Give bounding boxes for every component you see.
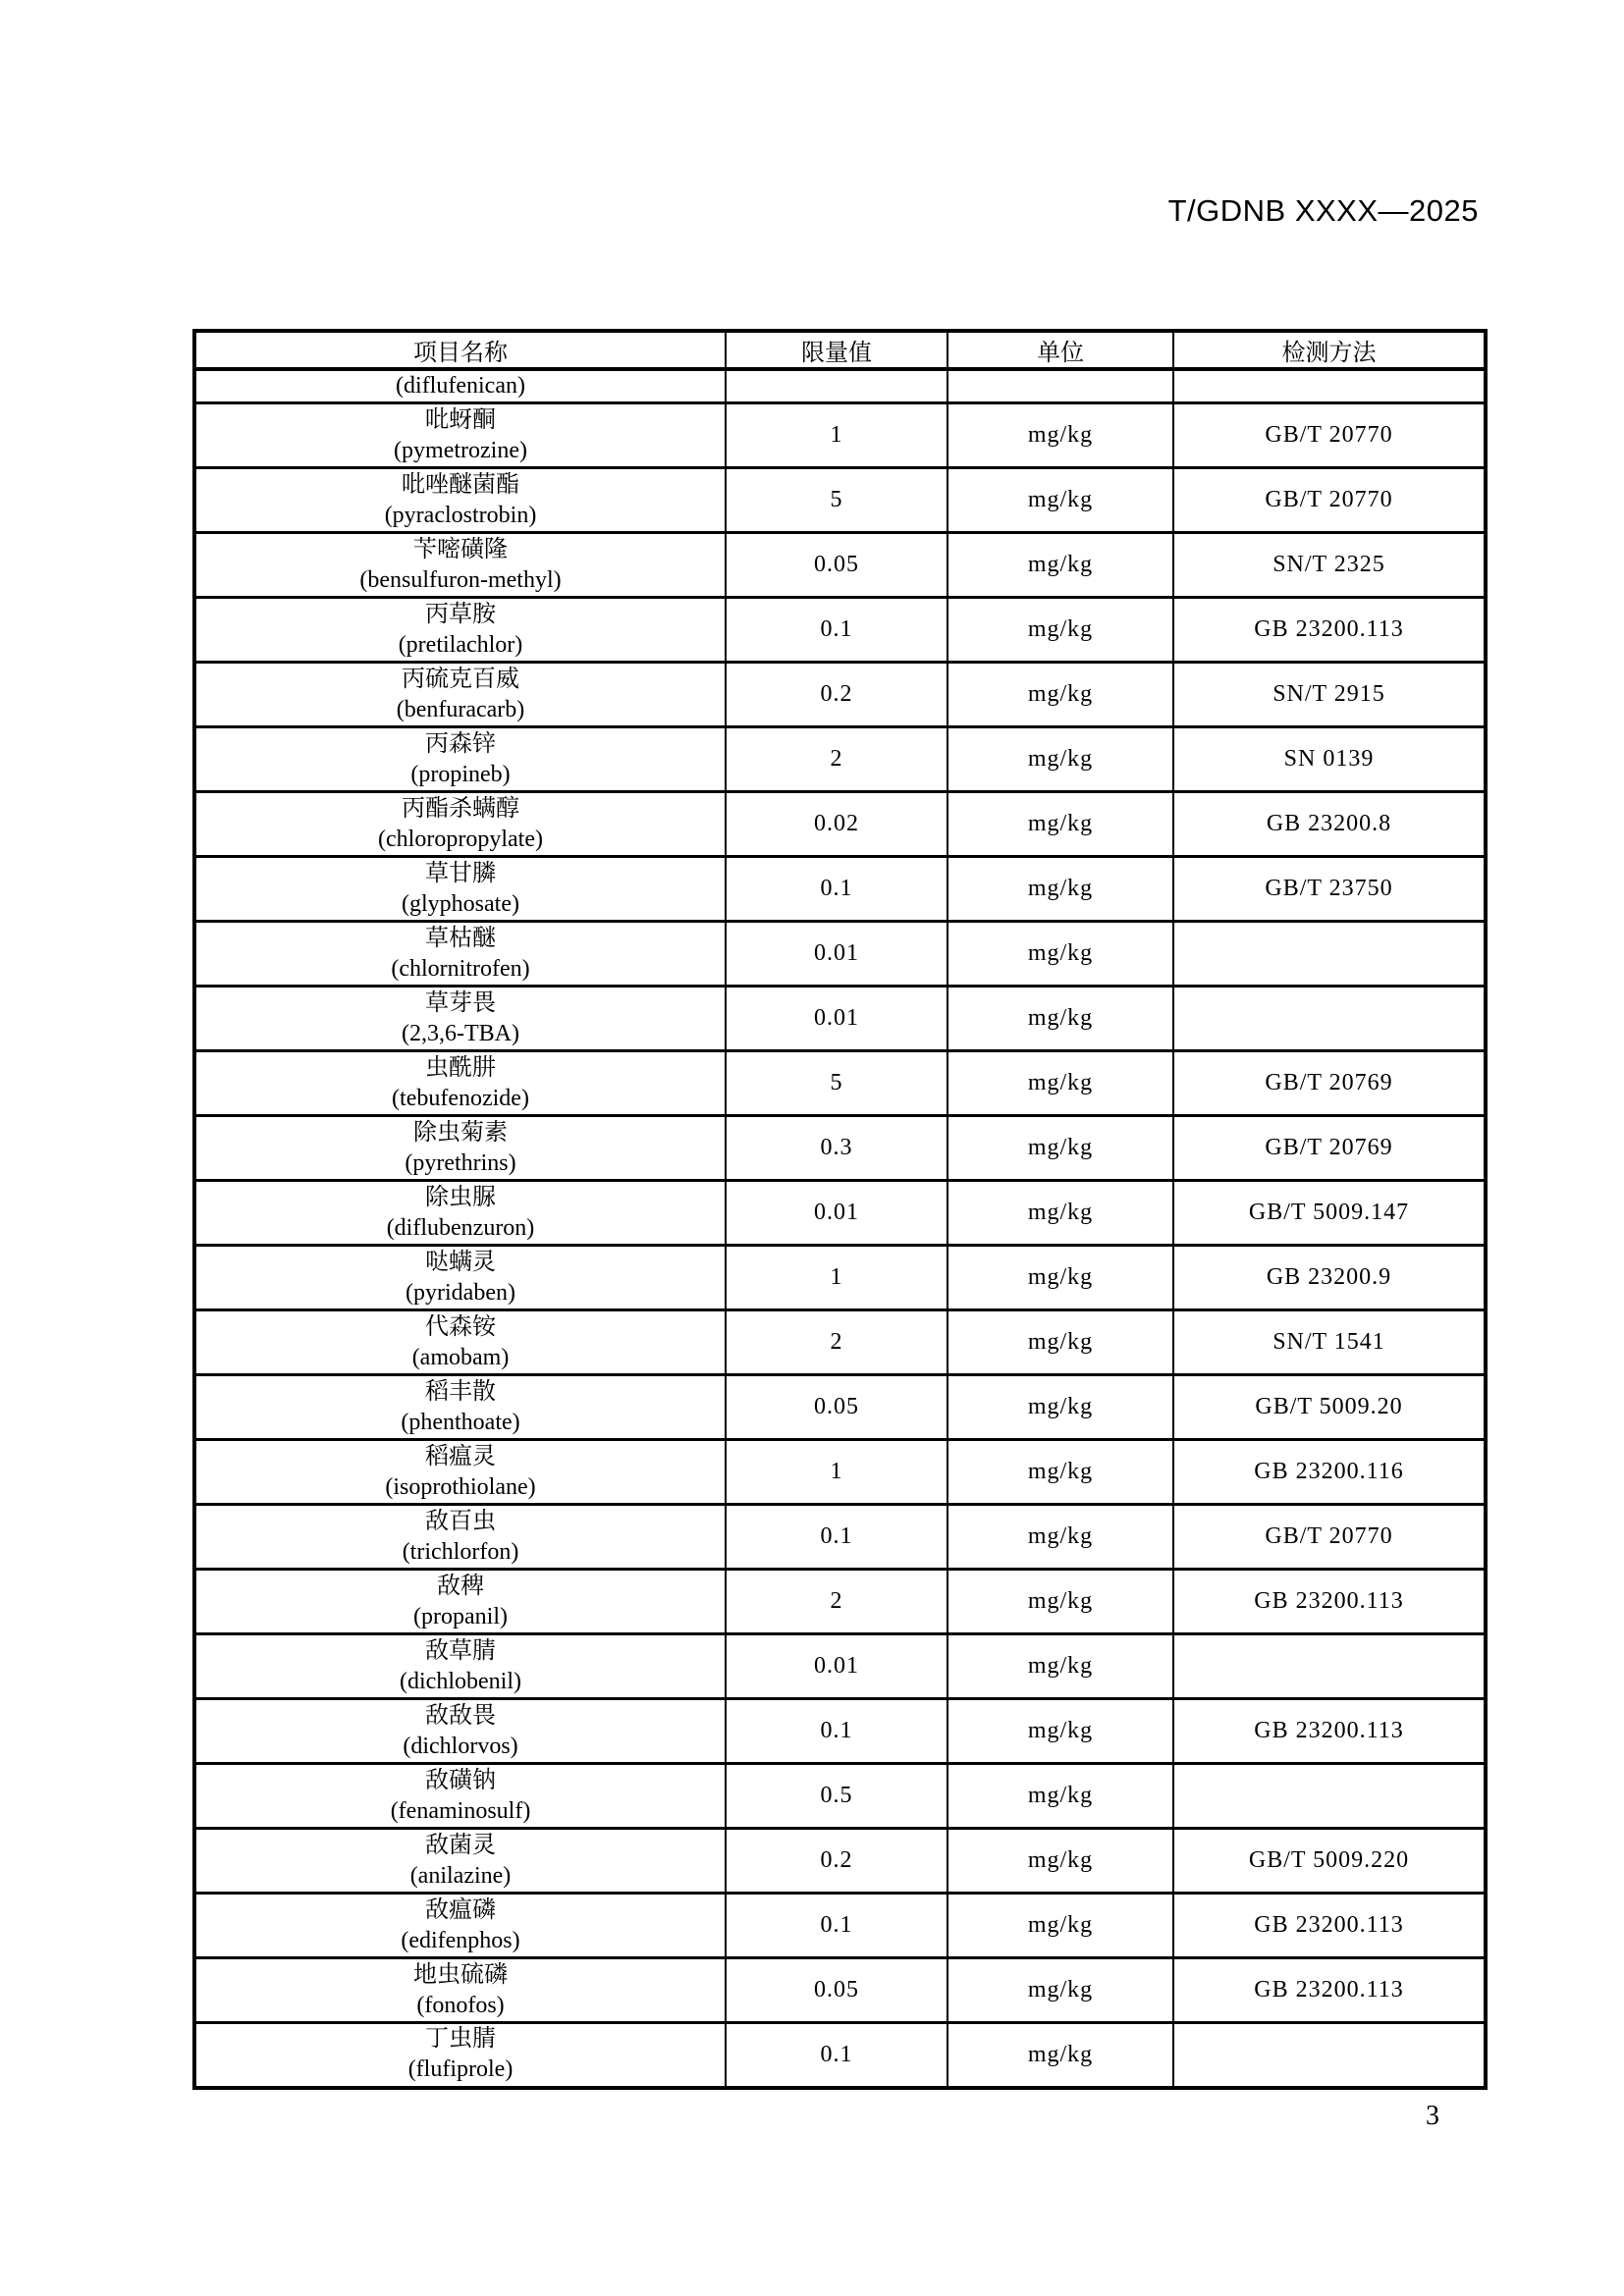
limit-value-cell: 1 [726,403,947,468]
item-name-en: (benfuracarb) [396,696,525,722]
item-name-cn: 吡蚜酮 [425,406,496,433]
item-name-cn: 除虫脲 [425,1184,496,1210]
item-name-en: (bensulfuron-methyl) [359,566,562,593]
unit-cell: mg/kg [947,987,1173,1051]
unit-cell [947,369,1173,403]
item-name-cn: 草枯醚 [425,925,496,951]
unit-cell: mg/kg [947,1634,1173,1699]
item-name-en: (pyraclostrobin) [384,502,537,528]
method-cell [1173,1764,1486,1829]
item-name-cell [194,2023,726,2088]
table-header-row [194,331,1486,369]
unit-cell: mg/kg [947,1051,1173,1116]
item-name-cell [194,792,726,857]
method-cell: GB 23200.9 [1173,1246,1486,1310]
item-name-en: (pretilachlor) [398,631,523,658]
item-name-en: (glyphosate) [402,890,519,917]
item-name-en: (fenaminosulf) [390,1797,531,1824]
method-cell: GB 23200.113 [1173,1894,1486,1958]
limit-value-cell [726,369,947,403]
unit-cell: mg/kg [947,922,1173,987]
item-name-cn: 敌磺钠 [425,1767,496,1793]
limit-value-cell: 0.01 [726,922,947,987]
item-name-cn: 丙酯杀螨醇 [402,795,519,822]
unit-cell: mg/kg [947,533,1173,598]
method-cell: SN/T 1541 [1173,1310,1486,1375]
table-row [194,727,1486,792]
table-row [194,1440,1486,1505]
item-name-cell [194,369,726,403]
table-row [194,1310,1486,1375]
method-cell: GB/T 5009.220 [1173,1829,1486,1894]
limit-value-cell: 0.02 [726,792,947,857]
table-row [194,792,1486,857]
unit-cell: mg/kg [947,468,1173,533]
item-name-cell [194,1958,726,2023]
unit-cell: mg/kg [947,857,1173,922]
limit-value-cell: 0.05 [726,1375,947,1440]
method-cell: GB 23200.113 [1173,1699,1486,1764]
item-name-en: (amobam) [411,1344,510,1370]
limit-value-cell: 0.1 [726,857,947,922]
item-name-cell [194,1829,726,1894]
limit-value-cell: 0.1 [726,1699,947,1764]
standard-code: T/GDNB XXXX—2025 [1167,193,1479,228]
table-row [194,1894,1486,1958]
table-row [194,1375,1486,1440]
unit-cell: mg/kg [947,598,1173,663]
method-cell: GB/T 23750 [1173,857,1486,922]
item-name-en: (anilazine) [409,1862,512,1889]
table-row [194,1829,1486,1894]
item-name-cell [194,987,726,1051]
limit-value-cell: 1 [726,1246,947,1310]
item-name-cn: 草甘膦 [425,860,496,886]
table-row [194,857,1486,922]
limit-value-cell: 5 [726,468,947,533]
unit-cell: mg/kg [947,403,1173,468]
item-name-cn: 敌瘟磷 [425,1896,496,1923]
item-name-cn: 代森铵 [425,1313,496,1340]
item-name-en: (trichlorfon) [402,1538,519,1565]
item-name-en: (phenthoate) [401,1409,520,1435]
table-row [194,1246,1486,1310]
limit-value-cell: 0.2 [726,1829,947,1894]
limit-value-cell: 0.1 [726,1894,947,1958]
table-row [194,1699,1486,1764]
limit-value-cell: 0.2 [726,663,947,727]
item-name-en: (edifenphos) [401,1927,520,1953]
table-row [194,533,1486,598]
method-cell [1173,2023,1486,2088]
item-name-cell [194,1505,726,1570]
limit-value-cell: 0.01 [726,1181,947,1246]
item-name-cell [194,598,726,663]
method-cell: GB/T 20769 [1173,1051,1486,1116]
table-row [194,1505,1486,1570]
item-name-en: (diflufenican) [396,373,525,399]
limit-value-cell: 0.3 [726,1116,947,1181]
table-row [194,1116,1486,1181]
column-header-item-name: 项目名称 [194,331,726,369]
method-cell: GB/T 20770 [1173,403,1486,468]
limit-value-cell: 0.5 [726,1764,947,1829]
item-name-cn: 敌草腈 [425,1637,496,1664]
item-name-cn: 敌百虫 [425,1508,496,1534]
item-name-en: (diflubenzuron) [386,1214,535,1241]
item-name-cn: 稻丰散 [425,1378,496,1405]
page-number: 3 [1426,2101,1439,2131]
method-cell: GB 23200.113 [1173,1570,1486,1634]
table-row [194,1051,1486,1116]
item-name-en: (propanil) [413,1603,508,1629]
item-name-en: (dichlobenil) [400,1668,521,1694]
column-header-unit: 单位 [947,331,1173,369]
table-row [194,1570,1486,1634]
unit-cell: mg/kg [947,2023,1173,2088]
limit-value-cell: 0.1 [726,598,947,663]
limit-value-cell: 0.05 [726,1958,947,2023]
method-cell: GB/T 20770 [1173,468,1486,533]
item-name-cell [194,1116,726,1181]
item-name-cell [194,922,726,987]
limit-value-cell: 1 [726,1440,947,1505]
item-name-en: (fonofos) [416,1992,505,2018]
item-name-en: (dichlorvos) [403,1733,518,1759]
item-name-cell [194,1894,726,1958]
unit-cell: mg/kg [947,663,1173,727]
residue-limits-table [192,329,1488,2090]
unit-cell: mg/kg [947,1505,1173,1570]
item-name-cell [194,1764,726,1829]
method-cell: SN/T 2915 [1173,663,1486,727]
unit-cell: mg/kg [947,1116,1173,1181]
method-cell: GB 23200.113 [1173,598,1486,663]
table-row [194,922,1486,987]
item-name-cn: 虫酰肼 [425,1054,496,1081]
method-cell: GB 23200.113 [1173,1958,1486,2023]
item-name-cn: 吡唑醚菌酯 [402,471,519,498]
item-name-cn: 丙草胺 [425,601,496,627]
table-row [194,1634,1486,1699]
item-name-cell [194,533,726,598]
method-cell [1173,922,1486,987]
unit-cell: mg/kg [947,1310,1173,1375]
method-cell [1173,369,1486,403]
table-row [194,369,1486,403]
unit-cell: mg/kg [947,1246,1173,1310]
unit-cell: mg/kg [947,1375,1173,1440]
item-name-en: (chloropropylate) [378,826,543,852]
item-name-cell [194,857,726,922]
method-cell: GB/T 20769 [1173,1116,1486,1181]
method-cell: GB/T 5009.20 [1173,1375,1486,1440]
item-name-cn: 苄嘧磺隆 [413,536,508,562]
item-name-cell [194,1699,726,1764]
column-header-limit-value: 限量值 [726,331,947,369]
item-name-en: (chlornitrofen) [391,955,530,982]
item-name-cell [194,403,726,468]
limit-value-cell: 0.05 [726,533,947,598]
item-name-en: (pyridaben) [406,1279,515,1306]
unit-cell: mg/kg [947,1894,1173,1958]
unit-cell: mg/kg [947,1764,1173,1829]
item-name-cell [194,663,726,727]
item-name-cell [194,1570,726,1634]
method-cell [1173,1634,1486,1699]
unit-cell: mg/kg [947,1829,1173,1894]
table-row [194,2023,1486,2088]
item-name-en: (propineb) [410,761,511,787]
table-row [194,1181,1486,1246]
table-row [194,1764,1486,1829]
table-header [194,331,1486,369]
limit-value-cell: 2 [726,727,947,792]
item-name-cn: 敌敌畏 [425,1702,496,1729]
unit-cell: mg/kg [947,1181,1173,1246]
column-header-method: 检测方法 [1173,331,1486,369]
table-row [194,598,1486,663]
limit-value-cell: 2 [726,1310,947,1375]
method-cell: SN 0139 [1173,727,1486,792]
table-row [194,663,1486,727]
method-cell: SN/T 2325 [1173,533,1486,598]
limit-value-cell: 2 [726,1570,947,1634]
method-cell [1173,987,1486,1051]
item-name-cell [194,1051,726,1116]
item-name-en: (2,3,6-TBA) [402,1020,519,1046]
limit-value-cell: 0.01 [726,1634,947,1699]
item-name-cn: 敌稗 [437,1573,484,1599]
item-name-cn: 地虫硫磷 [413,1961,508,1988]
item-name-en: (isoprothiolane) [385,1473,536,1500]
method-cell: GB 23200.116 [1173,1440,1486,1505]
item-name-cell [194,1246,726,1310]
item-name-cell [194,468,726,533]
item-name-cell [194,1375,726,1440]
table-row [194,1958,1486,2023]
table-row [194,468,1486,533]
method-cell: GB/T 20770 [1173,1505,1486,1570]
item-name-cn: 哒螨灵 [425,1249,496,1275]
unit-cell: mg/kg [947,1570,1173,1634]
item-name-en: (tebufenozide) [392,1085,529,1111]
item-name-cell [194,1310,726,1375]
item-name-cn: 丙森锌 [425,730,496,757]
item-name-en: (pyrethrins) [405,1149,516,1176]
unit-cell: mg/kg [947,1440,1173,1505]
unit-cell: mg/kg [947,727,1173,792]
limit-value-cell: 0.1 [726,1505,947,1570]
unit-cell: mg/kg [947,1958,1173,2023]
item-name-en: (flufiprole) [407,2056,514,2083]
table-body [194,369,1486,2088]
item-name-cell [194,1634,726,1699]
item-name-cn: 丁虫腈 [425,2026,496,2053]
item-name-cn: 丙硫克百威 [402,666,519,692]
item-name-en: (pymetrozine) [394,437,527,463]
table-row [194,403,1486,468]
limit-value-cell: 0.1 [726,2023,947,2088]
item-name-cn: 敌菌灵 [425,1832,496,1858]
unit-cell: mg/kg [947,792,1173,857]
item-name-cn: 草芽畏 [425,989,496,1016]
item-name-cn: 除虫菊素 [413,1119,508,1146]
method-cell: GB/T 5009.147 [1173,1181,1486,1246]
item-name-cn: 稻瘟灵 [425,1443,496,1469]
item-name-cell [194,1440,726,1505]
item-name-cell [194,727,726,792]
method-cell: GB 23200.8 [1173,792,1486,857]
limit-value-cell: 0.01 [726,987,947,1051]
limit-value-cell: 5 [726,1051,947,1116]
unit-cell: mg/kg [947,1699,1173,1764]
item-name-cell [194,1181,726,1246]
table-row [194,987,1486,1051]
